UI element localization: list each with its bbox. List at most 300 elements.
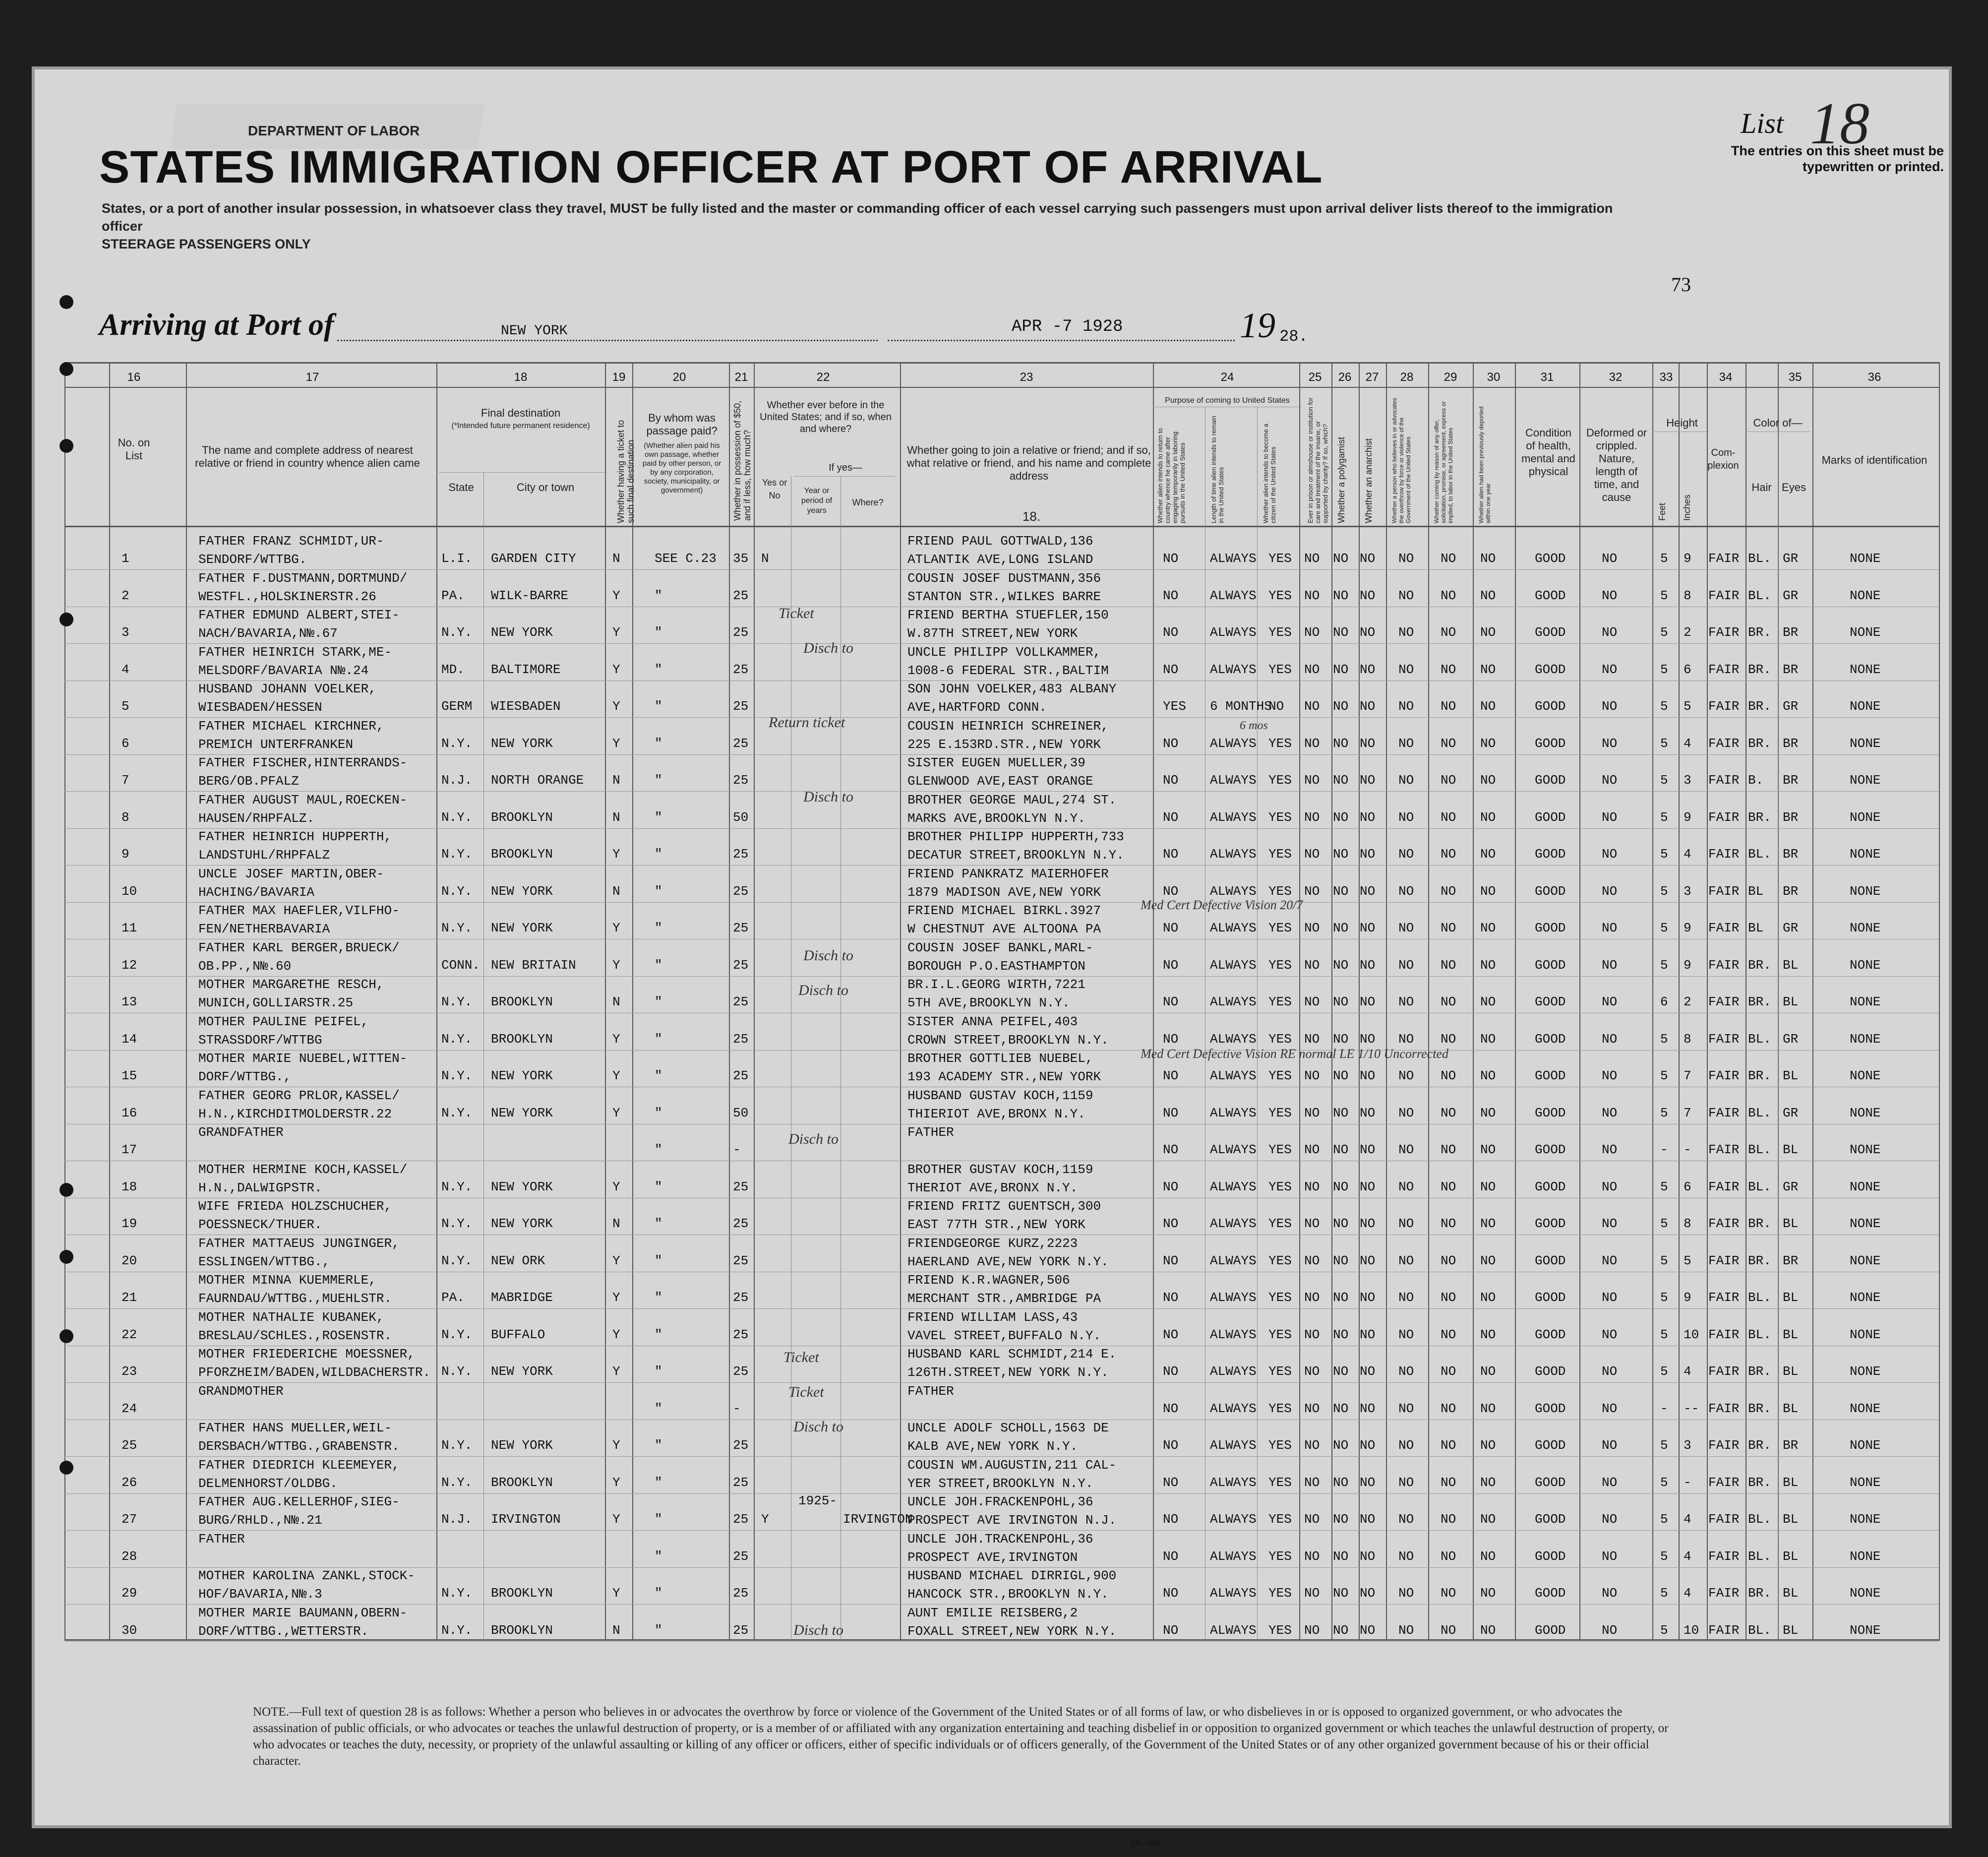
relative-abroad — [198, 1604, 407, 1641]
cell-c26: NO — [1333, 699, 1349, 714]
cell-money: 25 — [733, 1438, 749, 1453]
relative-abroad — [198, 606, 400, 643]
joining-line-1: FRIEND K.R.WAGNER,506 — [907, 1273, 1070, 1288]
cell-len: ALWAYS — [1210, 1401, 1257, 1416]
cell-deform: NO — [1602, 1142, 1618, 1157]
cell-ticket: N — [612, 809, 620, 825]
cell-ret: NO — [1163, 1179, 1179, 1194]
joining-line-1: BROTHER GEORGE MAUL,274 ST. — [907, 792, 1117, 807]
cell-ret: NO — [1163, 994, 1179, 1009]
cell-c27: NO — [1360, 1586, 1376, 1601]
relative-line-1: MOTHER KAROLINA ZANKL,STOCK- — [198, 1568, 415, 1583]
cell-cit: YES — [1268, 588, 1292, 603]
cell-paid: " — [655, 662, 663, 677]
cell-cit: YES — [1268, 625, 1292, 640]
cell-cit: YES — [1268, 1216, 1292, 1231]
cell-comp: FAIR — [1708, 1031, 1740, 1047]
cell-no: 28 — [121, 1548, 137, 1564]
relative-line-2: OB.PP.,N№.60 — [198, 958, 292, 974]
cell-eyes: BR — [1783, 625, 1799, 640]
cell-c28: NO — [1398, 1438, 1414, 1453]
cell-c25: NO — [1304, 847, 1320, 862]
cell-len: ALWAYS — [1210, 1253, 1257, 1268]
cell-cit: YES — [1268, 1327, 1292, 1342]
cell-c25: NO — [1304, 662, 1320, 677]
cell-c28: NO — [1398, 588, 1414, 603]
cell-deform: NO — [1602, 1364, 1618, 1379]
relative-abroad — [198, 1567, 415, 1604]
cell-ret: NO — [1163, 1216, 1179, 1231]
cell-in: 6 — [1684, 1179, 1691, 1194]
cell-paid: " — [655, 809, 663, 825]
relative-line-2: MELSDORF/BAVARIA N№.24 — [198, 663, 369, 678]
cell-ft: 5 — [1660, 809, 1668, 825]
cell-cit: YES — [1268, 1031, 1292, 1047]
cell-no: 17 — [121, 1142, 137, 1157]
relative-line-2: DELMENHORST/OLDBG. — [198, 1476, 338, 1491]
table-row — [35, 1051, 1949, 1087]
cell-health: GOOD — [1535, 1105, 1566, 1120]
header-complexion: Com-plexion — [1707, 447, 1739, 471]
cell-city: NORTH ORANGE — [491, 773, 584, 788]
cell-health: GOOD — [1535, 551, 1566, 566]
relative-line-1: FATHER — [198, 1531, 245, 1547]
joining-relative — [907, 902, 1101, 938]
cell-c27: NO — [1360, 957, 1376, 973]
cell-c25: NO — [1304, 1438, 1320, 1453]
cell-hair: BL. — [1748, 1179, 1771, 1194]
relative-line-2: MUNICH,GOLLIARSTR.25 — [198, 995, 354, 1010]
header-money: Whether in possession of $50, and if less, how much? — [732, 400, 752, 521]
relative-line-2: LANDSTUHL/RHPFALZ — [198, 848, 330, 863]
cell-marks: NONE — [1850, 662, 1881, 677]
cell-c25: NO — [1304, 1290, 1320, 1305]
relative-line-2: WIESBADEN/HESSEN — [198, 700, 322, 715]
subtitle — [102, 199, 1639, 253]
cell-c27: NO — [1360, 1031, 1376, 1047]
cell-comp: FAIR — [1708, 1548, 1740, 1564]
relative-line-1: GRANDFATHER — [198, 1125, 284, 1140]
column-number: 35 — [1788, 371, 1802, 384]
cell-c25: NO — [1304, 1622, 1320, 1638]
cell-state: N.Y. — [441, 625, 473, 640]
header-anarchist: Whether an anarchist — [1364, 438, 1374, 523]
cell-comp: FAIR — [1708, 1068, 1740, 1083]
cell-len: 6 MONTHS — [1210, 699, 1272, 714]
joining-line-2: EAST 77TH STR.,NEW YORK — [907, 1217, 1085, 1232]
cell-in: - — [1684, 1142, 1691, 1157]
cell-marks: NONE — [1850, 1142, 1881, 1157]
cell-len: ALWAYS — [1210, 773, 1257, 788]
cell-in: 6 — [1684, 662, 1691, 677]
cell-deform: NO — [1602, 1031, 1618, 1047]
cell-no: 12 — [121, 957, 137, 973]
cell-marks: NONE — [1850, 1438, 1881, 1453]
cell-paid: " — [655, 1290, 663, 1305]
joining-line-1: FRIEND PANKRATZ MAIERHOFER — [907, 866, 1109, 881]
cell-deform: NO — [1602, 773, 1618, 788]
table-top-rule — [64, 362, 1939, 364]
table-row — [35, 1014, 1949, 1051]
relative-line-1: FATHER HEINRICH STARK,ME- — [198, 644, 392, 660]
cell-c26: NO — [1333, 1179, 1349, 1194]
cell-health: GOOD — [1535, 1548, 1566, 1564]
cell-money: 25 — [733, 1068, 749, 1083]
cell-c27: NO — [1360, 921, 1376, 935]
cell-c29: NO — [1441, 1216, 1456, 1231]
cell-ret: NO — [1163, 1622, 1179, 1638]
cell-ft: 5 — [1660, 699, 1668, 714]
cell-c29: NO — [1441, 588, 1456, 603]
cell-health: GOOD — [1535, 1068, 1566, 1083]
cell-cit: YES — [1268, 1586, 1292, 1601]
joining-relative — [907, 865, 1109, 902]
cell-deform: NO — [1602, 994, 1618, 1009]
cell-deform: NO — [1602, 1548, 1618, 1564]
cell-len: ALWAYS — [1210, 1475, 1257, 1490]
header-condition: Condition of health, mental and physical — [1521, 427, 1575, 478]
cell-city: BROOKLYN — [491, 1586, 553, 1601]
cell-paid: " — [655, 1031, 663, 1047]
cell-no: 5 — [121, 699, 129, 714]
cell-cit: YES — [1268, 994, 1292, 1009]
cell-deform: NO — [1602, 736, 1618, 751]
header-purpose-c: Whether alien intends to become a citizen of the United States — [1262, 424, 1277, 523]
cell-eyes: GR — [1783, 588, 1799, 603]
cell-health: GOOD — [1535, 809, 1566, 825]
cell-c25: NO — [1304, 1586, 1320, 1601]
cell-paid: " — [655, 1438, 663, 1453]
cell-ticket: Y — [612, 847, 620, 862]
cell-marks: NONE — [1850, 957, 1881, 973]
header-c28: Whether a person who believes in or advocates the overthrow by force or violence of the Government of the United States — [1391, 398, 1412, 523]
cell-no: 27 — [121, 1512, 137, 1527]
joining-relative — [907, 1013, 1109, 1050]
cell-c25: NO — [1304, 699, 1320, 714]
cell-paid: " — [655, 1512, 663, 1527]
cell-comp: FAIR — [1708, 1216, 1740, 1231]
cell-ft: 5 — [1660, 1586, 1668, 1601]
cell-ticket: Y — [612, 699, 620, 714]
header-height: Height — [1666, 417, 1698, 429]
cell-cit: YES — [1268, 773, 1292, 788]
cell-eyes: BL — [1783, 1068, 1799, 1083]
cell-health: GOOD — [1535, 921, 1566, 935]
cell-c29: NO — [1441, 1438, 1456, 1453]
cell-in: 5 — [1684, 699, 1691, 714]
table-row — [35, 1236, 1949, 1272]
cell-deform: NO — [1602, 551, 1618, 566]
cell-state: N.Y. — [441, 1105, 473, 1120]
cell-c26: NO — [1333, 1327, 1349, 1342]
cell-len: ALWAYS — [1210, 994, 1257, 1009]
cell-marks: NONE — [1850, 1548, 1881, 1564]
cell-ft: 5 — [1660, 1438, 1668, 1453]
cell-no: 11 — [121, 921, 137, 935]
cell-in: 4 — [1684, 1548, 1691, 1564]
cell-ret: NO — [1163, 1253, 1179, 1268]
cell-marks: NONE — [1850, 1216, 1881, 1231]
cell-ticket: Y — [612, 1327, 620, 1342]
cell-in: 9 — [1684, 957, 1691, 973]
cell-comp: FAIR — [1708, 736, 1740, 751]
relative-line-1: FATHER DIEDRICH KLEEMEYER, — [198, 1457, 400, 1473]
cell-deform: NO — [1602, 1105, 1618, 1120]
cell-c28: NO — [1398, 1586, 1414, 1601]
cell-c29: NO — [1441, 1327, 1456, 1342]
cell-len: ALWAYS — [1210, 662, 1257, 677]
cell-marks: NONE — [1850, 847, 1881, 862]
cell-hair: BR. — [1748, 1253, 1771, 1268]
header-joining: Whether going to join a relative or friend; and if so, what relative or friend, and his name and complete address — [906, 444, 1151, 482]
cell-city: BALTIMORE — [491, 662, 561, 677]
cell-ret: NO — [1163, 1142, 1179, 1157]
department-label: DEPARTMENT OF LABOR — [248, 123, 420, 138]
cell-ret: YES — [1163, 699, 1186, 714]
column-number: 33 — [1659, 371, 1673, 384]
cell-comp: FAIR — [1708, 809, 1740, 825]
column-number: 22 — [816, 371, 830, 384]
table-row — [35, 866, 1949, 903]
joining-line-2: HANCOCK STR.,BROOKLYN N.Y. — [907, 1587, 1109, 1602]
column-number: 27 — [1365, 371, 1379, 384]
cell-c28: NO — [1398, 625, 1414, 640]
arriving-label: Arriving at Port of — [99, 308, 334, 342]
relative-line-1: MOTHER HERMINE KOCH,KASSEL/ — [198, 1162, 408, 1177]
cell-c27: NO — [1360, 1179, 1376, 1194]
cell-c25: NO — [1304, 1512, 1320, 1527]
cell-deform: NO — [1602, 1068, 1618, 1083]
cell-c25: NO — [1304, 1253, 1320, 1268]
cell-len: ALWAYS — [1210, 957, 1257, 973]
cell-cit: YES — [1268, 809, 1292, 825]
cell-c29: NO — [1441, 1512, 1456, 1527]
cell-paid: " — [655, 1216, 663, 1231]
cell-c27: NO — [1360, 809, 1376, 825]
cell-c26: NO — [1333, 1216, 1349, 1231]
column-number: 19 — [612, 371, 626, 384]
cell-no: 24 — [121, 1401, 137, 1416]
cell-paid: " — [655, 736, 663, 751]
joining-relative — [907, 1567, 1116, 1604]
relative-line-1: MOTHER MARIE NUEBEL,WITTEN- — [198, 1051, 408, 1066]
cell-c29: NO — [1441, 1142, 1456, 1157]
cell-c25: NO — [1304, 921, 1320, 935]
relative-line-1: FATHER MICHAEL KIRCHNER, — [198, 718, 384, 734]
cell-c26: NO — [1333, 736, 1349, 751]
cell-ft: 5 — [1660, 1548, 1668, 1564]
cell-eyes: BL — [1783, 1622, 1799, 1638]
table-row — [35, 903, 1949, 939]
cell-len: ALWAYS — [1210, 1364, 1257, 1379]
relative-line-2: WESTFL.,HOLSKINERSTR.26 — [198, 589, 376, 604]
handwritten-ticket: Ticket — [779, 605, 814, 621]
cell-state: GERM — [441, 699, 473, 714]
cell-money: 25 — [733, 1253, 749, 1268]
table-row — [35, 1346, 1949, 1383]
cell-eyes: BR — [1783, 736, 1799, 751]
cell-ret: NO — [1163, 1105, 1179, 1120]
joining-relative — [907, 1493, 1116, 1530]
cell-no: 30 — [121, 1622, 137, 1638]
cell-paid: " — [655, 1475, 663, 1490]
relative-abroad — [198, 1419, 400, 1456]
cell-eyes: BR — [1783, 773, 1799, 788]
cell-eyes: BL — [1783, 1401, 1799, 1416]
cell-in: 3 — [1684, 773, 1691, 788]
cell-ticket: Y — [612, 1512, 620, 1527]
cell-c26: NO — [1333, 1438, 1349, 1453]
cell-c26: NO — [1333, 1290, 1349, 1305]
cell-marks: NONE — [1850, 625, 1881, 640]
cell-deform: NO — [1602, 957, 1618, 973]
cell-no: 13 — [121, 994, 137, 1009]
cell-comp: FAIR — [1708, 1179, 1740, 1194]
cell-ft: - — [1660, 1401, 1668, 1416]
cell-money: 25 — [733, 1622, 749, 1638]
header-color-of: Color of— — [1753, 417, 1803, 429]
cell-ticket: Y — [612, 957, 620, 973]
relative-abroad — [198, 1013, 368, 1050]
cell-ret: NO — [1163, 1401, 1179, 1416]
cell-comp: FAIR — [1708, 1438, 1740, 1453]
cell-city: BROOKLYN — [491, 1475, 553, 1490]
cell-eyes: BL — [1783, 1586, 1799, 1601]
cell-money: - — [733, 1142, 741, 1157]
cell-c30: NO — [1480, 1475, 1496, 1490]
handwritten-disch-11: Disch to — [803, 947, 853, 964]
cell-ft: 5 — [1660, 1179, 1668, 1194]
header-purpose: Purpose of coming to United States — [1165, 396, 1290, 405]
relative-line-2: H.N.,KIRCHDITMOLDERSTR.22 — [198, 1106, 392, 1121]
cell-marks: NONE — [1850, 1253, 1881, 1268]
cell-c27: NO — [1360, 551, 1376, 566]
cell-ft: 5 — [1660, 1216, 1668, 1231]
relative-line-2: BRESLAU/SCHLES.,ROSENSTR. — [198, 1328, 392, 1343]
joining-relative — [907, 1419, 1109, 1456]
form-number: 14—480 — [1131, 1839, 1161, 1848]
cell-c26: NO — [1333, 994, 1349, 1009]
cell-c30: NO — [1480, 1548, 1496, 1564]
cell-paid: " — [655, 1364, 663, 1379]
cell-money: 25 — [733, 773, 749, 788]
cell-money: 25 — [733, 883, 749, 899]
cell-state: N.Y. — [441, 921, 473, 935]
joining-relative — [907, 1345, 1116, 1382]
joining-relative — [907, 1456, 1116, 1493]
cell-c25: NO — [1304, 551, 1320, 566]
cell-city: BROOKLYN — [491, 994, 553, 1009]
cell-city: NEW YORK — [491, 883, 553, 899]
cell-health: GOOD — [1535, 1179, 1566, 1194]
relative-line-1: FATHER EDMUND ALBERT,STEI- — [198, 608, 400, 622]
cell-c30: NO — [1480, 1364, 1496, 1379]
cell-in: 2 — [1684, 994, 1691, 1009]
handwritten-return-ticket: Return ticket — [769, 714, 845, 731]
cell-no: 8 — [121, 809, 129, 825]
cell-hair: BR. — [1748, 957, 1771, 973]
cell-c27: NO — [1360, 1622, 1376, 1638]
joining-relative — [907, 1123, 954, 1142]
cell-marks: NONE — [1850, 921, 1881, 935]
cell-in: 2 — [1684, 625, 1691, 640]
cell-state: N.Y. — [441, 847, 473, 862]
cell-health: GOOD — [1535, 1438, 1566, 1453]
cell-marks: NONE — [1850, 809, 1881, 825]
relative-line-2: HACHING/BAVARIA — [198, 884, 315, 900]
cell-eyes: BR — [1783, 662, 1799, 677]
relative-abroad — [198, 1382, 284, 1401]
cell-hair: BL. — [1748, 588, 1771, 603]
cell-c26: NO — [1333, 957, 1349, 973]
cell-deform: NO — [1602, 625, 1618, 640]
cell-city: IRVINGTON — [491, 1512, 561, 1527]
header-final-destination — [436, 407, 605, 433]
cell-ft: 5 — [1660, 662, 1668, 677]
cell-c26: NO — [1333, 662, 1349, 677]
cell-city: NEW YORK — [491, 1364, 553, 1379]
cell-marks: NONE — [1850, 1031, 1881, 1047]
cell-paid: " — [655, 1253, 663, 1268]
cell-no: 1 — [121, 551, 129, 566]
cell-health: GOOD — [1535, 736, 1566, 751]
cell-deform: NO — [1602, 588, 1618, 603]
cell-city: NEW YORK — [491, 625, 553, 640]
table-row — [35, 1088, 1949, 1124]
cell-hair: BR. — [1748, 1364, 1771, 1379]
cell-c28: NO — [1398, 551, 1414, 566]
cell-c25: NO — [1304, 773, 1320, 788]
joining-line-2: 1008-6 FEDERAL STR.,BALTIM — [907, 663, 1109, 678]
cell-len: ALWAYS — [1210, 588, 1257, 603]
cell-c30: NO — [1480, 847, 1496, 862]
cell-health: GOOD — [1535, 883, 1566, 899]
cell-in: 4 — [1684, 847, 1691, 862]
cell-money: 25 — [733, 1290, 749, 1305]
cell-c25: NO — [1304, 625, 1320, 640]
cell-money: 25 — [733, 1031, 749, 1047]
joining-line-2: HAERLAND AVE,NEW YORK N.Y. — [907, 1254, 1109, 1269]
relative-abroad — [198, 939, 400, 976]
cell-ret: NO — [1163, 1290, 1179, 1305]
cell-health: GOOD — [1535, 1327, 1566, 1342]
cell-cit: YES — [1268, 1512, 1292, 1527]
cell-c25: NO — [1304, 588, 1320, 603]
cell-c25: NO — [1304, 1475, 1320, 1490]
joining-relative — [907, 828, 1124, 865]
cell-c30: NO — [1480, 921, 1496, 935]
joining-line-1: SISTER ANNA PEIFEL,403 — [907, 1014, 1078, 1029]
relative-line-2: DERSBACH/WTTBG.,GRABENSTR. — [198, 1439, 400, 1454]
joining-line-1: UNCLE JOH.TRACKENPOHL,36 — [907, 1531, 1093, 1547]
cell-ret: NO — [1163, 1327, 1179, 1342]
cell-eyes: BL — [1783, 1142, 1799, 1157]
relative-abroad — [198, 902, 400, 938]
joining-line-2: AVE,HARTFORD CONN. — [907, 700, 1047, 715]
punch-hole — [60, 613, 73, 626]
relative-line-1: MOTHER MARIE BAUMANN,OBERN- — [198, 1605, 408, 1620]
joining-line-1: HUSBAND KARL SCHMIDT,214 E. — [907, 1347, 1117, 1362]
relative-abroad — [198, 1235, 400, 1271]
punch-hole — [60, 295, 73, 309]
relative-abroad — [198, 1530, 245, 1548]
joining-relative — [907, 1197, 1101, 1234]
cell-eyes: BL — [1783, 1475, 1799, 1490]
cell-c28: NO — [1398, 773, 1414, 788]
cell-hair: BL. — [1748, 1142, 1771, 1157]
cell-in: 9 — [1684, 809, 1691, 825]
cell-money: 25 — [733, 1216, 749, 1231]
